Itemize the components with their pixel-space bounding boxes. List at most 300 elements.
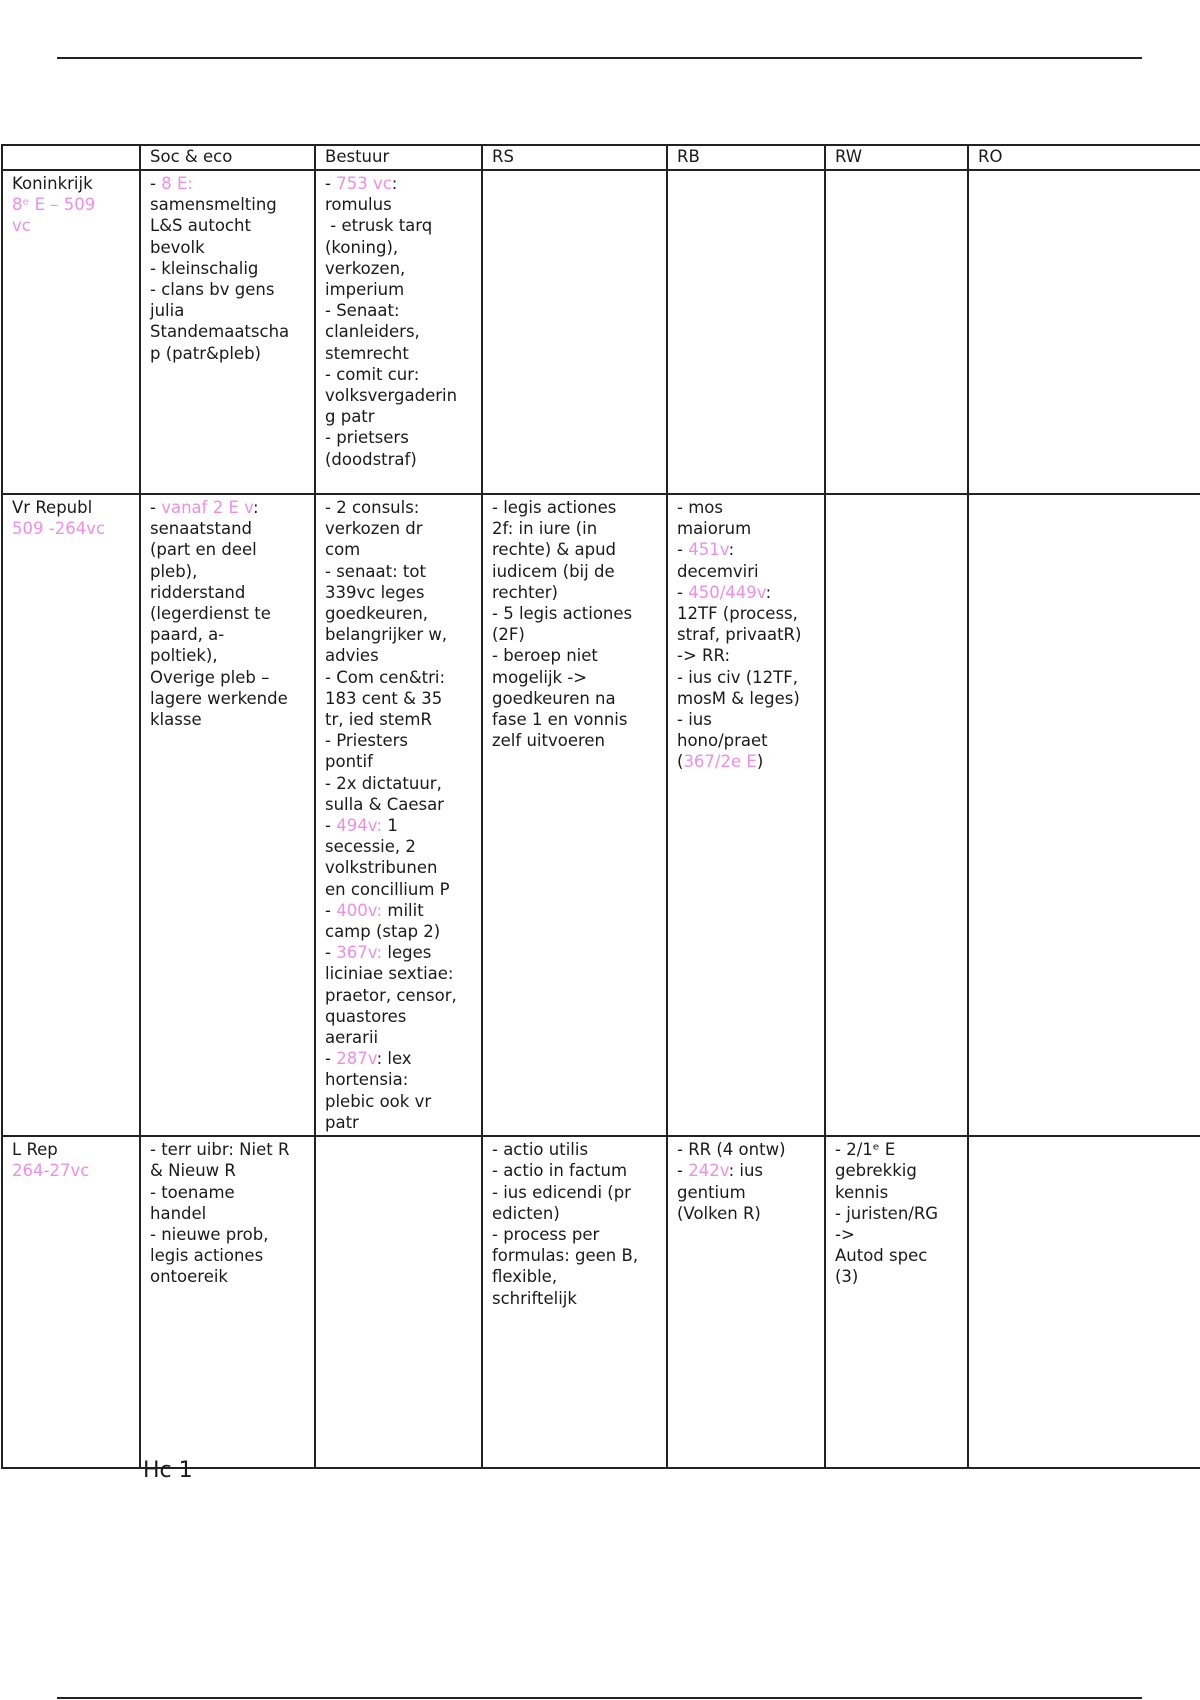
note-text: - actio in factum [492, 1161, 628, 1181]
cell-line [12, 497, 133, 518]
cell-soc-eco [140, 1136, 315, 1468]
cell-line [835, 1182, 961, 1203]
cell-line [150, 603, 308, 624]
note-text: plebic ook vr [325, 1091, 432, 1111]
cell-line [150, 1224, 308, 1245]
cell-line [325, 518, 475, 539]
cell-line [677, 603, 818, 624]
note-text: senaatstand [150, 519, 253, 539]
cell-line [150, 215, 308, 236]
note-text: com [325, 540, 361, 560]
cell-line [677, 1182, 818, 1203]
cell-line [325, 582, 475, 603]
note-text: leges [382, 943, 432, 963]
note-text: verkozen dr [325, 519, 423, 539]
cell-line [492, 497, 660, 518]
cell-line [492, 1245, 660, 1266]
note-text: camp (stap 2) [325, 922, 441, 942]
note-text: - RR (4 ontw) [677, 1140, 786, 1160]
note-text: rechter) [492, 582, 558, 602]
cell-line [835, 1203, 961, 1224]
cell-line [492, 730, 660, 751]
header-cell-ro: RO [968, 145, 1200, 170]
cell-line [835, 1245, 961, 1266]
cell-line [150, 321, 308, 342]
period-cell [2, 170, 140, 494]
cell-line [150, 667, 308, 688]
date-highlight: 367v: [336, 943, 383, 963]
cell-line [677, 730, 818, 751]
date-highlight: 450/449v [688, 582, 766, 602]
cell-line [492, 561, 660, 582]
cell-line [150, 1245, 308, 1266]
cell-line [677, 667, 818, 688]
cell-line [677, 561, 818, 582]
cell-line [325, 539, 475, 560]
cell-line [492, 624, 660, 645]
note-text: - [325, 816, 337, 836]
cell-line [492, 518, 660, 539]
note-text: romulus [325, 195, 392, 215]
note-text: - [325, 943, 337, 963]
cell-line [12, 173, 133, 194]
date-highlight: 287v [336, 1049, 377, 1069]
cell-line [835, 1266, 961, 1287]
cell-line [150, 497, 308, 518]
date-highlight: 451v [688, 540, 729, 560]
table-row-late-republiek [2, 1136, 1200, 1468]
note-text: volksvergaderin [325, 386, 458, 406]
header-cell-rs: RS [482, 145, 667, 170]
cell-line [492, 1203, 660, 1224]
cell-rs [482, 494, 667, 1136]
note-text: - senaat: tot [325, 561, 426, 581]
note-text: Autod spec [835, 1246, 928, 1266]
cell-rb [667, 170, 825, 494]
date-highlight: 400v: [336, 900, 383, 920]
cell-line [325, 963, 475, 984]
note-text: - comit cur: [325, 364, 420, 384]
note-text: gentium [677, 1182, 746, 1202]
cell-line [325, 942, 475, 963]
cell-line [325, 667, 475, 688]
cell-line [492, 1139, 660, 1160]
cell-line [12, 194, 133, 215]
note-text: - 5 legis actiones [492, 604, 633, 624]
cell-line [492, 1160, 660, 1181]
cell-line [325, 603, 475, 624]
header-cell-bestuur: Bestuur [315, 145, 482, 170]
note-text: - [150, 174, 162, 193]
cell-line [150, 709, 308, 730]
cell-line [835, 1139, 961, 1160]
cell-line [492, 688, 660, 709]
note-text: - mos [677, 498, 723, 517]
note-text: hono/praet [677, 731, 768, 751]
cell-line [325, 385, 475, 406]
note-text: en concillium P [325, 879, 450, 899]
cell-line [325, 449, 475, 470]
date-highlight: vanaf 2 E v [161, 498, 253, 517]
cell-rs [482, 1136, 667, 1468]
note-text: sulla & Caesar [325, 794, 444, 814]
date-highlight: 367/2e E [683, 752, 757, 772]
note-text: ( [677, 752, 684, 772]
cell-line [150, 1139, 308, 1160]
note-text: klasse [150, 710, 202, 730]
cell-line [325, 794, 475, 815]
note-text: - prietsers [325, 428, 409, 448]
date-highlight: 8 E: [161, 174, 193, 193]
note-text: tr, ied stemR [325, 710, 432, 730]
note-text: - clans bv gens [150, 280, 275, 300]
cell-line [325, 258, 475, 279]
notes-table [1, 144, 1200, 1469]
cell-line [150, 173, 308, 194]
cell-rb [667, 1136, 825, 1468]
period-cell [2, 494, 140, 1136]
note-text: lagere werkende [150, 688, 288, 708]
date-highlight: 509 -264vc [12, 519, 106, 539]
footer-label: Hc 1 [143, 1458, 193, 1483]
table-header-row [2, 145, 1200, 170]
cell-line [150, 237, 308, 258]
cell-line [325, 427, 475, 448]
date-highlight: 8ᵉ E – 509 [12, 195, 96, 215]
note-text: : lex [376, 1049, 412, 1069]
cell-line [835, 1160, 961, 1181]
cell-ro [968, 170, 1200, 494]
cell-line [150, 194, 308, 215]
note-text: (3) [835, 1267, 859, 1287]
cell-line [150, 645, 308, 666]
cell-line [325, 751, 475, 772]
cell-line [12, 215, 133, 236]
cell-line [150, 688, 308, 709]
note-text: pleb), [150, 561, 198, 581]
note-text: - beroep niet [492, 646, 598, 666]
note-text: g patr [325, 407, 375, 427]
note-text: - [150, 498, 162, 517]
cell-line [150, 582, 308, 603]
note-text: kennis [835, 1182, 889, 1202]
cell-line [492, 603, 660, 624]
date-highlight: vc [12, 216, 31, 236]
cell-line [325, 561, 475, 582]
note-text: (legerdienst te [150, 604, 271, 624]
note-text: hortensia: [325, 1070, 409, 1090]
cell-line [150, 539, 308, 560]
note-text: Koninkrijk [12, 174, 93, 193]
cell-line [677, 709, 818, 730]
note-text: 2f: in iure (in [492, 519, 598, 539]
note-text: mosM & leges) [677, 688, 800, 708]
note-text: edicten) [492, 1203, 560, 1223]
note-text: milit [382, 900, 424, 920]
cell-line [325, 194, 475, 215]
note-text: quastores [325, 1006, 407, 1026]
cell-line [325, 321, 475, 342]
note-text: - etrusk tarq [325, 216, 433, 236]
note-text: aerarii [325, 1028, 379, 1048]
note-text: - actio utilis [492, 1140, 589, 1160]
cell-bestuur [315, 1136, 482, 1468]
cell-line [325, 985, 475, 1006]
header-cell-rw: RW [825, 145, 968, 170]
cell-rb [667, 494, 825, 1136]
cell-rw [825, 494, 968, 1136]
note-text: ) [756, 752, 764, 772]
cell-line [492, 1182, 660, 1203]
note-text: 183 cent & 35 [325, 688, 443, 708]
note-text: - 2 consuls: [325, 498, 420, 517]
period-cell [2, 1136, 140, 1468]
note-text: Standemaatscha [150, 322, 290, 342]
note-text: decemviri [677, 561, 759, 581]
header-rule [57, 57, 1142, 59]
cell-line [677, 751, 818, 772]
note-text: fase 1 en vonnis [492, 710, 628, 730]
cell-rw [825, 170, 968, 494]
note-text: mogelijk -> [492, 667, 588, 687]
cell-line [150, 624, 308, 645]
date-highlight: 264-27vc [12, 1161, 90, 1181]
cell-line [677, 582, 818, 603]
cell-line [325, 645, 475, 666]
note-text: - terr uibr: Niet R [150, 1140, 290, 1160]
cell-line [492, 709, 660, 730]
cell-line [492, 1288, 660, 1309]
note-text: goedkeuren na [492, 688, 616, 708]
note-text: praetor, censor, [325, 985, 457, 1005]
note-text: - Priesters [325, 731, 408, 751]
note-text: (Volken R) [677, 1203, 761, 1223]
note-text: (part en deel [150, 540, 257, 560]
header-cell-rb: RB [667, 145, 825, 170]
footer-rule [57, 1697, 1142, 1699]
table-row-koninkrijk [2, 170, 1200, 494]
note-text: p (patr&pleb) [150, 343, 261, 363]
cell-line [325, 730, 475, 751]
note-text: -> [835, 1224, 855, 1244]
cell-line [325, 773, 475, 794]
note-text: - toename [150, 1182, 235, 1202]
note-text: imperium [325, 280, 405, 300]
note-text: 339vc leges [325, 582, 425, 602]
cell-line [835, 1224, 961, 1245]
cell-line [677, 1160, 818, 1181]
cell-bestuur [315, 170, 482, 494]
note-text: - [677, 582, 689, 602]
cell-line [12, 1139, 133, 1160]
note-text: paard, a- [150, 625, 225, 645]
note-text: (doodstraf) [325, 449, 417, 469]
note-text: julia [150, 301, 185, 321]
cell-line [677, 624, 818, 645]
note-text: - nieuwe prob, [150, 1224, 269, 1244]
note-text: zelf uitvoeren [492, 731, 606, 751]
cell-rs [482, 170, 667, 494]
cell-soc-eco [140, 494, 315, 1136]
cell-bestuur [315, 494, 482, 1136]
note-text: - process per [492, 1224, 600, 1244]
cell-line [12, 1160, 133, 1181]
cell-line [325, 343, 475, 364]
note-text: 12TF (process, [677, 604, 798, 624]
note-text: liciniae sextiae: [325, 964, 454, 984]
note-text: - [325, 1049, 337, 1069]
cell-line [677, 539, 818, 560]
note-text: ontoereik [150, 1267, 228, 1287]
note-text: : [252, 498, 259, 517]
cell-line [325, 279, 475, 300]
cell-line [150, 258, 308, 279]
note-text: stemrecht [325, 343, 409, 363]
note-text: - [677, 540, 689, 560]
cell-line [325, 900, 475, 921]
cell-line [325, 836, 475, 857]
note-text: - [325, 174, 337, 193]
cell-line [150, 1266, 308, 1287]
note-text: (2F) [492, 625, 525, 645]
note-text: -> RR: [677, 646, 731, 666]
cell-soc-eco [140, 170, 315, 494]
note-text: Overige pleb – [150, 667, 270, 687]
cell-line [325, 1091, 475, 1112]
cell-line [325, 1048, 475, 1069]
note-text: gebrekkig [835, 1161, 917, 1181]
note-text: legis actiones [150, 1246, 264, 1266]
note-text: 1 [382, 816, 398, 836]
note-text: belangrijker w, [325, 625, 448, 645]
cell-line [325, 497, 475, 518]
cell-line [677, 1139, 818, 1160]
note-text: poltiek), [150, 646, 218, 666]
cell-ro [968, 1136, 1200, 1468]
note-text: - 2x dictatuur, [325, 773, 442, 793]
note-text: formulas: geen B, [492, 1246, 639, 1266]
cell-line [150, 518, 308, 539]
cell-line [325, 1027, 475, 1048]
cell-line [492, 1224, 660, 1245]
cell-line [325, 815, 475, 836]
cell-line [677, 497, 818, 518]
note-text: : ius [728, 1161, 764, 1181]
cell-line [677, 645, 818, 666]
note-text: flexible, [492, 1267, 558, 1287]
cell-line [492, 667, 660, 688]
date-highlight: 753 vc [336, 174, 392, 193]
cell-rw [825, 1136, 968, 1468]
note-text: : [391, 174, 398, 193]
cell-ro [968, 494, 1200, 1136]
cell-line [325, 624, 475, 645]
table-row-vroege-republiek [2, 494, 1200, 1136]
cell-line [150, 343, 308, 364]
cell-line [325, 406, 475, 427]
note-text: - ius edicendi (pr [492, 1182, 631, 1202]
cell-line [492, 645, 660, 666]
cell-line [150, 1160, 308, 1181]
note-text: L Rep [12, 1140, 58, 1160]
note-text: rechte) & apud [492, 540, 617, 560]
note-text: - ius civ (12TF, [677, 667, 798, 687]
note-text: : [765, 582, 772, 602]
note-text: pontif [325, 752, 373, 772]
cell-line [325, 173, 475, 194]
cell-line [492, 1266, 660, 1287]
cell-line [677, 1203, 818, 1224]
cell-line [150, 300, 308, 321]
note-text: - legis actiones [492, 498, 617, 517]
date-highlight: 494v: [336, 816, 383, 836]
cell-line [325, 688, 475, 709]
note-text: secessie, 2 [325, 837, 416, 857]
note-text: - [325, 900, 337, 920]
cell-line [325, 215, 475, 236]
note-text: - Senaat: [325, 301, 400, 321]
header-cell-period [2, 145, 140, 170]
cell-line [492, 582, 660, 603]
note-text: bevolk [150, 237, 205, 257]
cell-line [677, 688, 818, 709]
date-highlight: 242v [688, 1161, 729, 1181]
note-text: schriftelijk [492, 1288, 577, 1308]
cell-line [325, 921, 475, 942]
cell-line [325, 1006, 475, 1027]
note-text: goedkeuren, [325, 604, 429, 624]
note-text: clanleiders, [325, 322, 420, 342]
cell-line [325, 1069, 475, 1090]
cell-line [150, 1203, 308, 1224]
note-text: Vr Republ [12, 498, 93, 517]
note-text: (koning), [325, 237, 399, 257]
cell-line [150, 279, 308, 300]
cell-line [492, 539, 660, 560]
cell-line [325, 237, 475, 258]
cell-line [677, 518, 818, 539]
cell-line [325, 879, 475, 900]
note-text: - [677, 1161, 689, 1181]
note-text: iudicem (bij de [492, 561, 615, 581]
cell-line [325, 364, 475, 385]
header-cell-soc-eco: Soc & eco [140, 145, 315, 170]
note-text: verkozen, [325, 258, 406, 278]
note-text: - 2/1ᵉ E [835, 1140, 896, 1160]
note-text: maiorum [677, 519, 752, 539]
note-text: ridderstand [150, 582, 246, 602]
cell-line [12, 518, 133, 539]
note-text: - juristen/RG [835, 1203, 939, 1223]
note-text: - ius [677, 710, 712, 730]
cell-line [325, 857, 475, 878]
note-text: samensmelting [150, 195, 277, 215]
note-text: L&S autocht [150, 216, 251, 236]
note-text: & Nieuw R [150, 1161, 236, 1181]
cell-line [325, 709, 475, 730]
note-text: advies [325, 646, 379, 666]
note-text: straf, privaatR) [677, 625, 802, 645]
note-text: handel [150, 1203, 207, 1223]
cell-line [150, 1182, 308, 1203]
note-text: - kleinschalig [150, 258, 259, 278]
cell-line [325, 1112, 475, 1133]
note-text: patr [325, 1112, 359, 1132]
cell-line [325, 300, 475, 321]
note-text: : [728, 540, 735, 560]
note-text: - Com cen&tri: [325, 667, 446, 687]
note-text: volkstribunen [325, 858, 438, 878]
